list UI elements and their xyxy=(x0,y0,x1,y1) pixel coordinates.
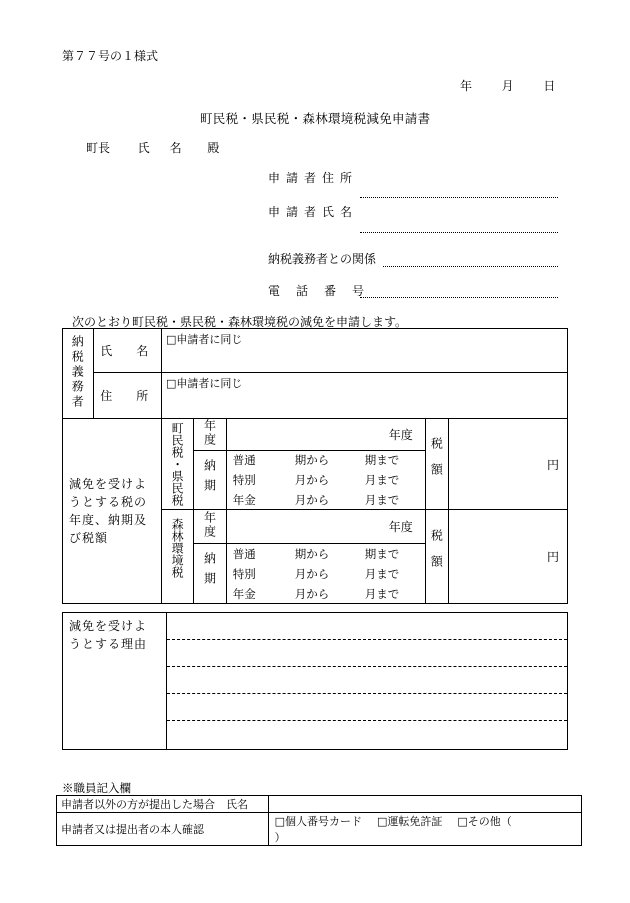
taxpayer-name-label: 氏 名 xyxy=(93,329,161,373)
day-label: 日 xyxy=(543,79,556,93)
period-type: 年金 xyxy=(232,586,256,601)
taxpayer-address-field[interactable] xyxy=(161,373,567,419)
year-label: 年 xyxy=(460,79,473,93)
same-as-applicant-checkbox[interactable]: □申請者に同じ xyxy=(165,333,243,346)
period-field-2[interactable] xyxy=(226,544,425,604)
period-to: 月まで xyxy=(364,493,400,508)
reason-field[interactable] xyxy=(166,613,567,750)
intro-text: 次のとおり町民税・県民税・森林環境税の減免を申請します。 xyxy=(72,315,408,329)
year-field-1[interactable]: 年度 xyxy=(226,419,425,451)
phone-label: 電話番号 xyxy=(268,284,381,298)
period-from: 期から xyxy=(294,546,330,561)
amount-field-1[interactable]: 円 xyxy=(449,419,568,510)
period-type: 普通 xyxy=(232,453,256,468)
amount-label-1: 税額 xyxy=(425,419,448,510)
applicant-address-label: 申請者住所 xyxy=(268,171,359,185)
period-from: 月から xyxy=(294,566,330,581)
reason-line xyxy=(167,694,567,721)
staff-row2-label: 申請者又は提出者の本人確認 xyxy=(57,813,269,846)
applicant-name-label: 申請者氏名 xyxy=(268,205,359,219)
amount-label-2: 税額 xyxy=(425,510,448,604)
period-to: 月まで xyxy=(364,586,400,601)
form-number: 第７７号の１様式 xyxy=(62,49,159,63)
year-label-1: 年度 xyxy=(194,419,226,451)
period-from: 期から xyxy=(294,453,330,468)
period-to: 月まで xyxy=(364,473,400,488)
period-to: 期まで xyxy=(364,546,400,561)
addressee xyxy=(86,142,219,154)
staff-row1-field[interactable] xyxy=(268,796,581,813)
phone-line[interactable] xyxy=(360,297,558,298)
reason-table xyxy=(62,612,568,750)
drivers-license-checkbox[interactable]: □運転免許証 xyxy=(376,815,443,828)
staff-heading: ※職員記入欄 xyxy=(62,781,131,795)
period-from: 月から xyxy=(294,473,330,488)
relation-label: 納税義務者との関係 xyxy=(268,252,377,266)
addressee-name: 氏 名 xyxy=(137,141,186,155)
period-field-1[interactable] xyxy=(226,451,425,510)
applicant-address-line[interactable] xyxy=(360,197,558,198)
period-from: 月から xyxy=(294,493,330,508)
id-card-checkbox[interactable]: □個人番号カード xyxy=(274,815,362,828)
month-label: 月 xyxy=(501,79,514,93)
applicant-name-line[interactable] xyxy=(360,232,558,233)
period-type: 特別 xyxy=(232,566,256,581)
addressee-honorific: 殿 xyxy=(207,141,220,155)
reason-line xyxy=(167,667,567,694)
tax-label-residential: 町民税・県民税 xyxy=(161,419,193,510)
taxpayer-name-field[interactable] xyxy=(161,329,567,373)
period-from: 月から xyxy=(294,586,330,601)
year-label-2: 年度 xyxy=(194,510,226,544)
page-title: 町民税・県民税・森林環境税減免申請書 xyxy=(200,111,431,126)
period-label-2: 納期 xyxy=(194,544,226,604)
period-to: 期まで xyxy=(364,453,400,468)
period-to: 月まで xyxy=(364,566,400,581)
other-checkbox[interactable]: □その他（ xyxy=(457,815,512,828)
taxpayer-address-label: 住 所 xyxy=(93,373,161,419)
other-close-paren: ） xyxy=(274,831,286,844)
staff-row1-label: 申請者以外の方が提出した場合 氏名 xyxy=(57,796,269,813)
period-type: 普通 xyxy=(232,546,256,561)
reason-line xyxy=(167,613,567,640)
period-type: 年金 xyxy=(232,493,256,508)
period-label-1: 納期 xyxy=(194,451,226,510)
addressee-mayor: 町長 xyxy=(86,141,111,155)
reason-line xyxy=(167,640,567,667)
year-field-2[interactable]: 年度 xyxy=(226,510,425,544)
amount-field-2[interactable]: 円 xyxy=(449,510,568,604)
relation-line[interactable] xyxy=(383,266,558,267)
exemption-section-label: 減免を受けようとする税の年度、納期及び税額 xyxy=(63,419,162,604)
staff-table xyxy=(56,795,582,846)
reason-label: 減免を受けようとする理由 xyxy=(63,613,167,750)
taxpayer-section-label: 納税義務者 xyxy=(63,329,94,419)
main-table xyxy=(62,328,568,604)
id-check-options xyxy=(268,813,581,846)
tax-label-forest: 森林環境税 xyxy=(161,510,193,604)
date-row xyxy=(460,80,555,92)
period-type: 特別 xyxy=(232,473,256,488)
same-as-applicant-checkbox-2[interactable]: □申請者に同じ xyxy=(165,377,243,390)
